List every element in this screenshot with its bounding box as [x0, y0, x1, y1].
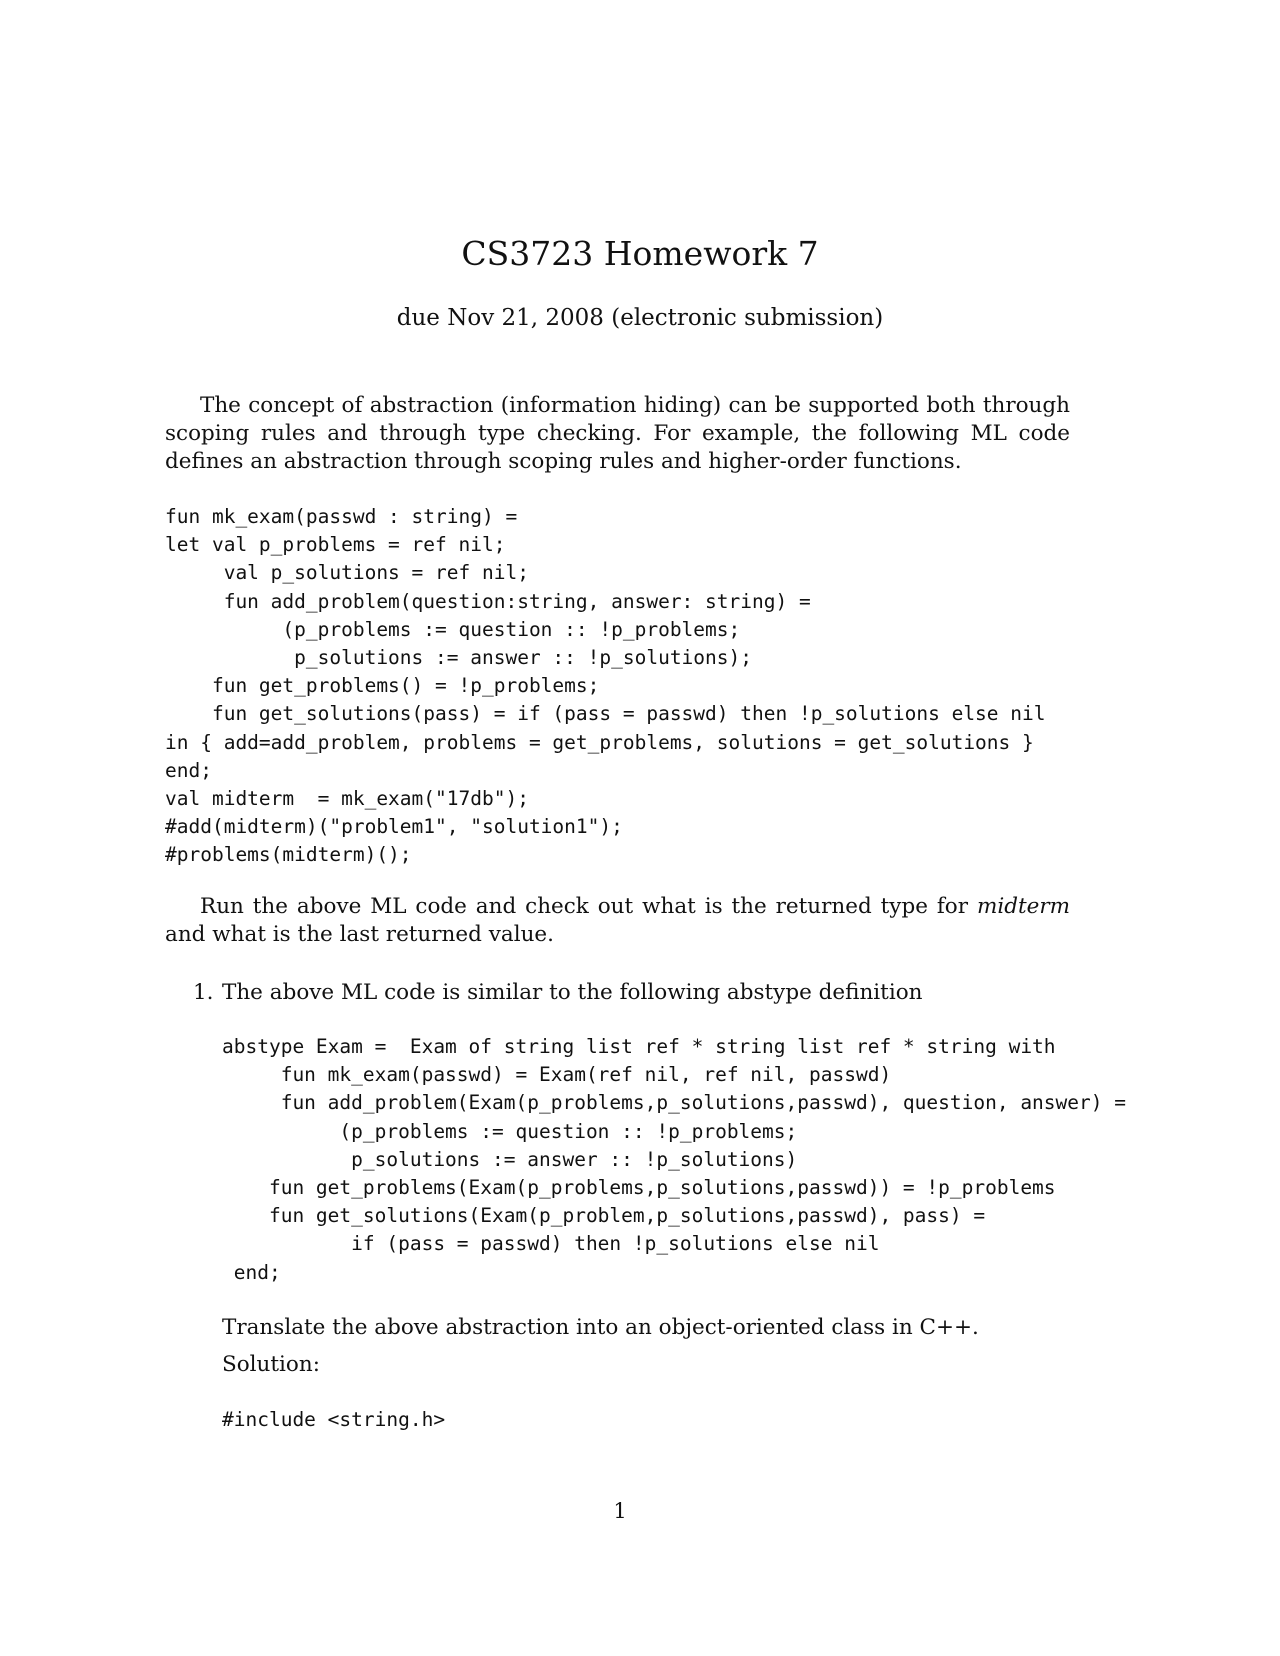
run-text-emphasis: midterm — [976, 894, 1070, 919]
code-line: #add(midterm)("problem1", "solution1"); — [165, 815, 623, 839]
document-subtitle: due Nov 21, 2008 (electronic submission) — [396, 305, 884, 331]
code-line: fun add_problem(Exam(p_problems,p_solutions,passwd), question, answer) = — [222, 1091, 1126, 1115]
intro-text: The concept of abstraction (information hiding) can be supported both through scoping rules and through type checking. For example, the following ML code defines an abstraction through scoping rules and higher-order functions. — [165, 393, 1070, 474]
intro-paragraph — [165, 392, 1070, 475]
code-line: #include <string.h> — [222, 1408, 446, 1431]
code-line: if (pass = passwd) then !p_solutions else nil — [222, 1232, 880, 1256]
translate-text: Translate the above abstraction into an object-oriented class in C++. — [222, 1315, 979, 1340]
run-text-after: and what is the last returned value. — [165, 921, 554, 947]
code-line: in { add=add_problem, problems = get_problems, solutions = get_solutions } — [165, 730, 1034, 754]
list-item-text: The above ML code is similar to the following abstype definition — [222, 980, 923, 1005]
run-paragraph — [165, 893, 1070, 949]
document-title: CS3723 Homework 7 — [461, 234, 819, 273]
code-line: fun get_problems() = !p_problems; — [165, 674, 600, 698]
code-line: fun add_problem(question:string, answer: string) = — [165, 589, 811, 613]
solution-label: Solution: — [222, 1352, 320, 1377]
code-line: fun mk_exam(passwd) = Exam(ref nil, ref nil, passwd) — [222, 1063, 892, 1087]
code-line: end; — [165, 758, 212, 782]
code-line: (p_problems := question :: !p_problems; — [165, 617, 741, 641]
code-line: fun get_solutions(pass) = if (pass = passwd) then !p_solutions else nil — [165, 702, 1046, 726]
code-line: p_solutions := answer :: !p_solutions) — [222, 1147, 798, 1171]
code-line: fun get_problems(Exam(p_problems,p_solutions,passwd)) = !p_problems — [222, 1176, 1056, 1200]
ml-code-block — [165, 503, 1046, 870]
code-line: val p_solutions = ref nil; — [165, 561, 529, 585]
code-line: let val p_problems = ref nil; — [165, 533, 506, 557]
page-number: 1 — [613, 1499, 627, 1523]
code-line: #problems(midterm)(); — [165, 843, 412, 867]
code-line: p_solutions := answer :: !p_solutions); — [165, 646, 752, 670]
code-line: (p_problems := question :: !p_problems; — [222, 1119, 798, 1143]
run-text-before: Run the above ML code and check out what is the returned type for — [200, 894, 977, 919]
code-line: val midterm = mk_exam("17db"); — [165, 787, 529, 811]
abstype-code-block — [222, 1033, 1126, 1287]
code-line: end; — [222, 1260, 281, 1284]
cpp-code-block — [222, 1406, 445, 1434]
code-line: fun mk_exam(passwd : string) = — [165, 505, 518, 528]
code-line: abstype Exam = Exam of string list ref * string list ref * string with — [222, 1035, 1056, 1058]
list-item-number: 1. — [193, 980, 214, 1005]
code-line: fun get_solutions(Exam(p_problem,p_solutions,passwd), pass) = — [222, 1204, 986, 1228]
